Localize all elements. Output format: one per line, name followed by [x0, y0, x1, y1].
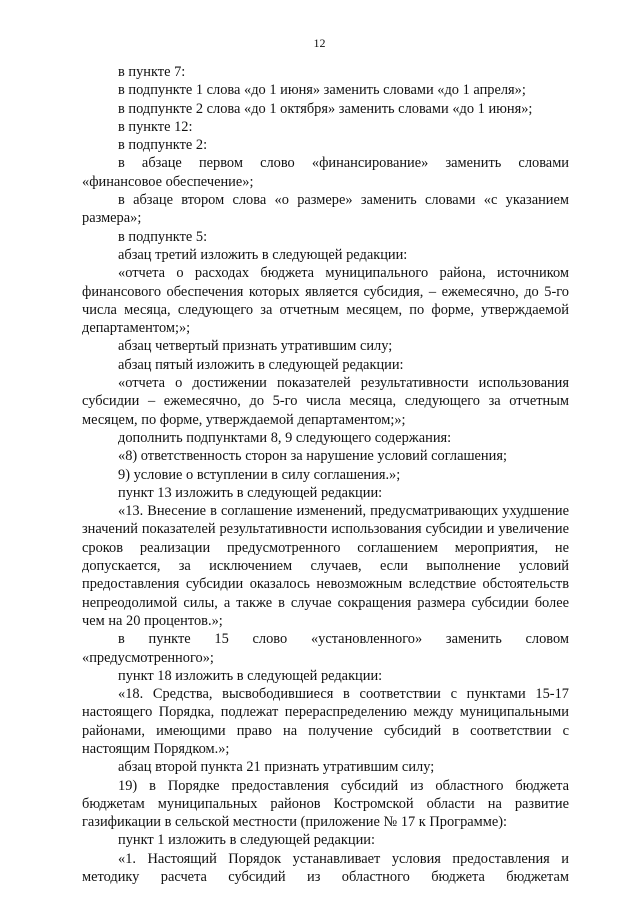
paragraph: пункт 18 изложить в следующей редакции: [118, 667, 383, 684]
paragraph: пункт 1 изложить в следующей редакции: [118, 832, 375, 849]
paragraph: абзац третий изложить в следующей редакции: [118, 246, 408, 263]
paragraph: в подпункте 5: [118, 228, 208, 245]
paragraph: 9) условие о вступлении в силу соглашения.»; [118, 466, 401, 483]
page-number: 12 [313, 36, 326, 50]
paragraph: «отчета о расходах бюджета муниципального района, источником финансового обеспечения которых является субсидия, – ежемесячно, до 5-го числа месяца, следующего за отчетным месяцем, по форме, утверждаемой департаментом;»; [82, 265, 569, 337]
paragraph: «отчета о достижении показателей результативности использования субсидии – ежемесячно, до 5-го числа месяца, следующего за отчетным месяцем, по форме, утверждаемой департаментом;»; [82, 375, 569, 428]
paragraph: дополнить подпунктами 8, 9 следующего содержания: [118, 429, 452, 446]
paragraph: «18. Средства, высвободившиеся в соответствии с пунктами 15-17 настоящего Порядка, подлежат перераспределению между муниципальными районами, имеющими право на получение субсидий в соответствии с настоящим Порядком.»; [82, 686, 569, 757]
paragraph: в абзаце втором слова «о размере» заменить словами «с указанием размера»; [82, 192, 569, 227]
paragraph: «8) ответственность сторон за нарушение условий соглашения; [118, 448, 507, 465]
paragraph: в подпункте 2 слова «до 1 октября» заменить словами «до 1 июня»; [118, 100, 533, 117]
paragraph: в абзаце первом слово «финансирование» заменить словами «финансовое обеспечение»; [82, 155, 569, 190]
paragraph: «1. Настоящий Порядок устанавливает условия предоставления и методику расчета субсидий из областного бюджета бюджетам [82, 850, 569, 886]
paragraph: пункт 13 изложить в следующей редакции: [118, 484, 383, 501]
paragraph: абзац пятый изложить в следующей редакции: [118, 356, 404, 373]
paragraph: в подпункте 2: [118, 137, 208, 154]
paragraph: абзац четвертый признать утратившим силу; [118, 338, 393, 355]
document-body [82, 63, 569, 886]
paragraph: абзац второй пункта 21 признать утратившим силу; [118, 759, 435, 776]
paragraph: в пункте 15 слово «установленного» заменить словом «предусмотренного»; [82, 631, 569, 666]
paragraph: 19) в Порядке предоставления субсидий из областного бюджета бюджетам муниципальных районов Костромской области на развитие газификации в сельской местности (приложение № 17 к Программе): [82, 777, 569, 831]
paragraph: в пункте 7: [118, 64, 186, 80]
paragraph: в пункте 12: [118, 118, 193, 135]
paragraph: «13. Внесение в соглашение изменений, предусматривающих ухудшение значений показателей результативности использования субсидии и увеличение сроков реализации предусмотренного соглашением мероприятия, не допускается, за исключением случаев, если выполнение условий предоставления субсидии оказалось невозможным вследствие обстоятельств непреодолимой силы, а также в случае сокращения размера субсидии более чем на 20 процентов.»; [82, 503, 569, 629]
paragraph: в подпункте 1 слова «до 1 июня» заменить словами «до 1 апреля»; [118, 82, 526, 99]
